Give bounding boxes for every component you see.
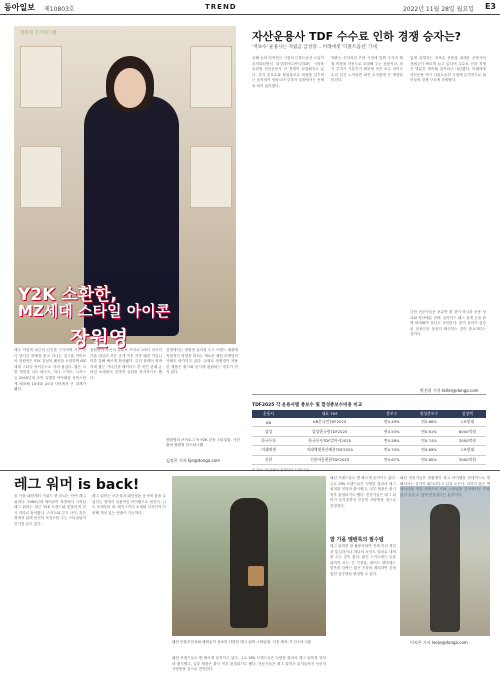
- table-cell: 연0.49%: [374, 418, 409, 427]
- table-row: [252, 427, 486, 436]
- issue-number: 제10803호: [44, 6, 75, 13]
- article-column: 올 가을 패션계의 키워드 중 하나는 단연 레그 워머다. 1980년대 에어로빅 복장에서 시작된 레그 워머는 최근 Y2K 트렌드와 맞물리며 다시 거리로 돌아왔다. 스커트와 부츠 사이, 혹은 청바지 위에 덧신어 포인트를 주는 스타일링이 인기를 끌고 있다.: [14, 494, 86, 526]
- table-cell: 2000억원: [449, 436, 486, 445]
- table-row: [252, 418, 486, 427]
- person-figure: [230, 498, 268, 628]
- article-column: TDF는 투자자의 은퇴 시점에 맞춰 주식과 채권 비중을 자동으로 조절해 주는 상품이다. 장기 투자가 기본이기 때문에 작은 보수 차이도 수십 년간 누적되면 최종 수익률에 큰 영향을 미친다.: [331, 56, 403, 83]
- table-cell: 연0.67%: [374, 455, 409, 464]
- article-column: 업계에서는 장원영 효과를 두고 브랜드 매출에 직접적인 영향을 미치는 새로운 셀럽 마케팅의 사례로 평가하고 있다. 실제로 장원영이 착용한 제품은 출시와 동시에 완판되는 경우가 적지 않다.: [166, 348, 238, 375]
- article-column: 장원영이 자신의 유튜브 브이로그에서 선보인 가을 데일리 룩은 공개 직후 각종 패션 커뮤니티를 통해 빠르게 확산됐다. 특히 플레어 청바지에 짧은 카디건을 레이어드 한 룩은 한때 온라인 쇼핑몰의 검색어 상위를 차지하기도 했다.: [90, 348, 162, 380]
- handbag-shape: [248, 566, 264, 586]
- table-cell: 1조원대: [449, 446, 486, 455]
- table-cell: 연0.66%: [409, 418, 449, 427]
- table-cell: 3000억원: [449, 455, 486, 464]
- page-number: E3: [484, 2, 496, 11]
- table-header: 합성총보수: [409, 410, 449, 418]
- person-figure: [430, 504, 460, 632]
- table-cell: 연0.74%: [409, 436, 449, 445]
- article-column: 패션 브랜드들도 발 빠르게 움직이고 있다. 주요 SPA 브랜드들은 다양한 컬러의 레그 워머를 잇따라 출시했고, 일부 제품은 출시 직후 품절되기도 했다. 전문가들은 레그 워머가 올겨울까지 꾸준히 사랑받을 것으로 전망한다.: [330, 476, 396, 508]
- subheading: 팝 가을 멜팬룩의 필수템: [330, 537, 384, 543]
- table-cell: 연0.53%: [374, 427, 409, 436]
- table-cell: KB온국민TDF2025: [285, 418, 374, 427]
- overlay-name: 장원영: [70, 326, 128, 350]
- table-row: [252, 436, 486, 445]
- table-cell: 미래에셋자산배분TDF2025: [285, 446, 374, 455]
- cover-photo: [14, 26, 236, 350]
- tdf-comparison-table: [252, 402, 486, 464]
- table-cell: 6000억원: [449, 427, 486, 436]
- photo-caption: 패션 인플루언서와 셀럽들이 선보인 다양한 레그 워머 스타일링. 사진 출처 각 인스타그램: [172, 640, 311, 644]
- bottom-headline: 레그 워머 is back!: [14, 477, 140, 493]
- table-cell: 1조원대: [449, 418, 486, 427]
- table-header: 대표 TDF: [285, 410, 374, 418]
- article-column: 패션 전문가들은 장원영이 복고 아이템을 현대적으로 재해석하는 감각이 뛰어나다고 입을 모은다. 과하지 않은 액세서리와 색감 조합으로 Y2K 스타일을 일상에서도 부담 없이 입을 수 있게 만들었다는 분석이다.: [400, 476, 490, 497]
- issue-date: 2022년 11월 28일 월요일: [402, 6, 474, 13]
- table-title: TDF2025 각 운용사별 총보수 및 합성총보수비용 비교: [252, 403, 363, 408]
- table-cell: KB: [252, 418, 285, 427]
- section-name: TREND: [205, 3, 237, 11]
- separator-line: [252, 394, 486, 395]
- article-column: 업계 관계자는 저보수 상품을 내세운 운용사의 적립금이 빠르게 늘고 있다며 수수료 인하 경쟁은 당분간 계속될 것이라고 내다봤다. 미래에셋자산운용 역시 디폴트옵션 시장에 본격적으로 뛰어들며 경쟁 구도에 가세했다.: [410, 56, 486, 83]
- article-column: 패션 브랜드들도 발 빠르게 움직이고 있다. 주요 SPA 브랜드들은 다양한 컬러의 레그 워머를 잇따라 출시했고, 일부 제품은 출시 직후 품절되기도 했다. 전문가들은 레그 워머가 올겨울까지 꾸준히 사랑받을 것으로 전망한다.: [172, 656, 326, 672]
- table-header-row: [252, 410, 486, 418]
- article-column: 다만 전문가들은 보수만 볼 것이 아니라 운용 성과와 자산배분 전략, 글라이드 패스 설계 등을 함께 따져봐야 한다고 조언한다. 장기 성과가 검증된 상품인지 꼼꼼히 확인하는 것이 중요하다는 것이다.: [410, 310, 486, 337]
- newspaper-logo: 동아일보: [4, 2, 35, 12]
- window-shape: [20, 146, 62, 208]
- photo-caption: 장원영의 브이로그 속 Y2K 감성 스타일링. 사진 출처 장원영 인스타그램: [166, 438, 240, 447]
- person-face: [114, 68, 146, 108]
- article-column: 올해 들어 퇴직연금 시장의 디폴트옵션 도입이 본격화되면서 타깃데이트펀드(TDF) 시장을 둘러싼 자산운용사 간 경쟁이 치열해지고 있다. 특히 총보수와 합성총보수 비용을 낮추려는 움직임이 잇따르며 투자자 입장에서는 선택의 폭이 넓어졌다.: [252, 56, 324, 88]
- table-header: 총보수: [374, 410, 409, 418]
- table-cell: 연0.80%: [409, 455, 449, 464]
- window-shape: [190, 146, 232, 208]
- window-shape: [190, 46, 232, 108]
- leg-warmer-photo: [172, 476, 326, 636]
- table-header: 운용사: [252, 410, 285, 418]
- article-column: 레그 워머를 잘 활용하려면 전체 룩의 색감을 통일하거나 하나의 포인트 컬러로 대비를 주는 것이 좋다. 짧은 스커트에는 무릎 위까지 오는 긴 기장을, 와이드 팬츠에는 발목을 감싸는 짧은 기장을 매치하면 균형 잡힌 실루엣을 완성할 수 있다.: [330, 544, 396, 576]
- photo-credit: 장원영 인스타그램: [20, 31, 57, 36]
- masthead: [0, 0, 500, 15]
- table-cell: 연0.89%: [409, 446, 449, 455]
- table-header: 설정액: [449, 410, 486, 418]
- byline: 이지은 기자 leeje@donga.com: [410, 640, 468, 645]
- table-cell: 신한: [252, 455, 285, 464]
- data-table: [252, 410, 486, 465]
- table-cell: 연0.61%: [409, 427, 449, 436]
- article-column: 매주 이렇게 최근의 인기를 구가하며 시즌 마다 남다른 화제를 몰고 다니는 걸그룹 아이브의 장원영은 Y2K 감성의 패션을 소화하며 MZ세대 스타일 아이콘으로 자리 잡았다. 짧은 크롭 재킷과 니트 베스트, 미니 스커트, 니삭스 등 2000년대 초반 유행한 아이템을 자연스럽게 매치해 10대와 20대 사이에서 큰 화제가 됐다.: [14, 348, 86, 392]
- section-divider: [0, 470, 500, 471]
- overlay-line-1: Y2K 소환한,: [18, 285, 117, 305]
- overlay-line-2: MZ세대 스타일 아이콘: [18, 302, 171, 320]
- table-row: [252, 455, 486, 464]
- table-cell: 미래에셋: [252, 446, 285, 455]
- table-cell: 삼성: [252, 427, 285, 436]
- table-cell: 한국투자TDF알아서2025: [285, 436, 374, 445]
- byline: 김정은 기자 kje@donga.com: [166, 458, 221, 463]
- window-shape: [20, 46, 62, 108]
- table-cell: 삼성한국형TDF2025: [285, 427, 374, 436]
- table-cell: 연0.70%: [374, 446, 409, 455]
- table-row: [252, 446, 486, 455]
- street-style-photo: [400, 486, 490, 636]
- table-cell: 신한마음편한TDF2025: [285, 455, 374, 464]
- table-cell: 연0.58%: [374, 436, 409, 445]
- article-title: 자산운용사 TDF 수수료 인하 경쟁 승자는?: [252, 30, 462, 43]
- article-column: 레그 워머는 보온성과 패션성을 동시에 잡을 수 있다는 점에서 실용적인 아이템으로 꼽힌다. 니트 소재부터 퍼, 레이스까지 소재와 디자인이 다양해 개성 있는 연출이 가능하다.: [92, 494, 166, 515]
- article-subtitle: '저보수' 운용사는 적립금 급성장… 미래에셋 '디폴트옵션' 가세: [252, 45, 377, 50]
- byline: 박선희 기자 teller@donga.com: [420, 388, 479, 393]
- table-cell: 한국투자: [252, 436, 285, 445]
